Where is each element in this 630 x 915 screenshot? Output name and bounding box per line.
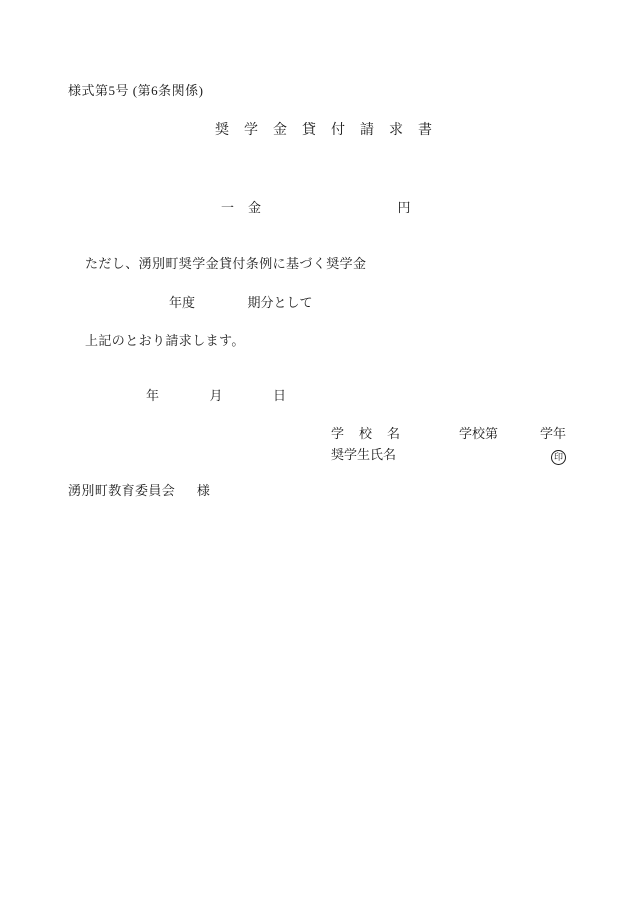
date-day-label: 日: [273, 388, 287, 403]
addressee-honorific: 様: [196, 483, 211, 498]
amount-row: [221, 197, 411, 216]
school-info-block: [331, 424, 566, 465]
addressee-name: 湧別町教育委員会: [68, 483, 176, 498]
date-row: [146, 385, 286, 404]
addressee-row: [68, 480, 210, 499]
date-month-label: 月: [209, 388, 223, 403]
student-name-row: [331, 445, 566, 465]
request-statement: 上記のとおり請求します。: [85, 333, 245, 348]
term-year-label: 年度: [169, 295, 196, 310]
amount-label: 一 金: [221, 200, 262, 215]
seal-icon: 印: [551, 450, 566, 465]
school-grade-suffix: 学年: [539, 426, 566, 441]
term-period-label: 期分として: [247, 295, 313, 310]
date-year-label: 年: [146, 388, 160, 403]
form-number: 様式第5号 (第6条関係): [68, 83, 204, 98]
term-row: [169, 292, 313, 311]
note-text: ただし、湧別町奨学金貸付条例に基づく奨学金: [85, 256, 367, 271]
school-name-label: 学 校 名: [331, 426, 402, 441]
school-name-row: [331, 424, 566, 444]
student-name-label: 奨学生氏名: [331, 447, 397, 462]
school-grade-prefix: 学校第: [459, 426, 499, 441]
page-title: 奨 学 金 貸 付 請 求 書: [215, 123, 433, 138]
amount-unit-label: 円: [397, 200, 411, 215]
